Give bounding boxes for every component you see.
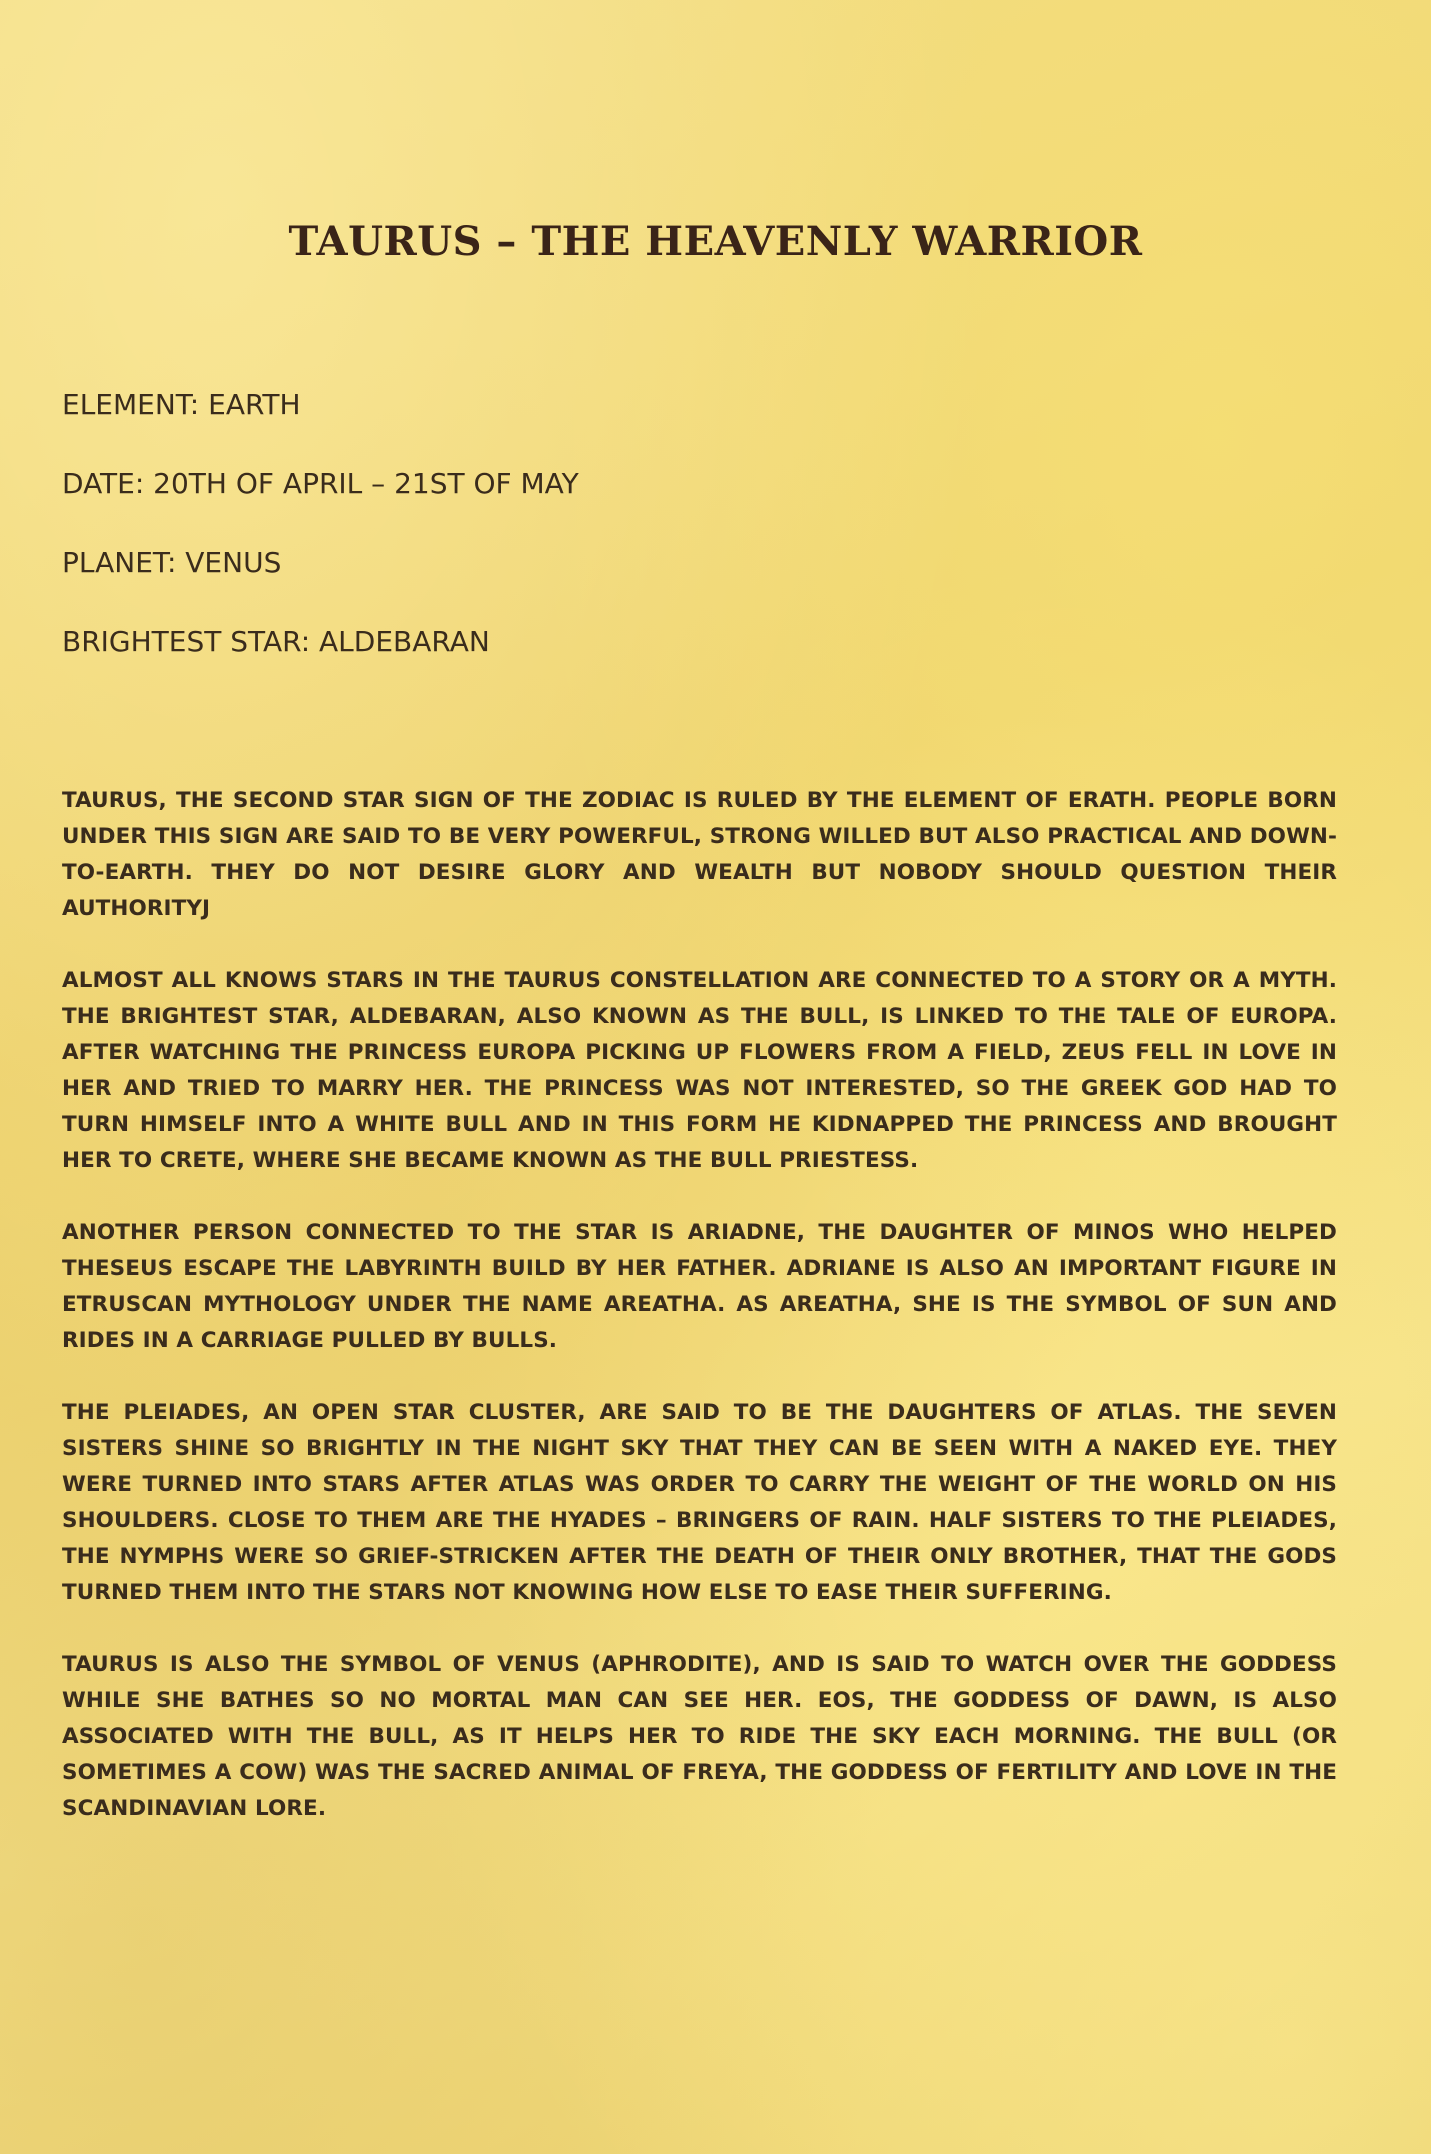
- paragraph-europa: ALMOST ALL KNOWS STARS IN THE TAURUS CONSTELLATION ARE CONNECTED TO A STORY OR A MYTH. THE BRIGHTEST STAR, ALDEBARAN, ALSO KNOWN AS THE BULL, IS LINKED TO THE TALE OF EUROPA. AFTER WATCHING THE PRINCESS EUROPA PICKING UP FLOWERS FROM A FIELD, ZEUS FELL IN LOVE IN HER AND TRIED TO MARRY HER. THE PRINCESS WAS NOT INTERESTED, SO THE GREEK GOD HAD TO TURN HIMSELF INTO A WHITE BULL AND IN THIS FORM HE KIDNAPPED THE PRINCESS AND BROUGHT HER TO CRETE, WHERE SHE BECAME KNOWN AS THE BULL PRIESTESS.: [62, 968, 1337, 1173]
- page-title: TAURUS – THE HEAVENLY WARRIOR: [288, 218, 1143, 265]
- fact-date: DATE: 20TH OF APRIL – 21ST OF MAY: [62, 467, 579, 500]
- paragraph-venus: TAURUS IS ALSO THE SYMBOL OF VENUS (APHRODITE), AND IS SAID TO WATCH OVER THE GODDESS WHILE SHE BATHES SO NO MORTAL MAN CAN SEE HER. EOS, THE GODDESS OF DAWN, IS ALSO ASSOCIATED WITH THE BULL, AS IT HELPS HER TO RIDE THE SKY EACH MORNING. THE BULL (OR SOMETIMES A COW) WAS THE SACRED ANIMAL OF FREYA, THE GODDESS OF FERTILITY AND LOVE IN THE SCANDINAVIAN LORE.: [62, 1652, 1337, 1821]
- fact-brightest-star: BRIGHTEST STAR: ALDEBARAN: [62, 625, 490, 658]
- facts-list: [62, 385, 962, 701]
- paragraph-ariadne: ANOTHER PERSON CONNECTED TO THE STAR IS ARIADNE, THE DAUGHTER OF MINOS WHO HELPED THESEUS ESCAPE THE LABYRINTH BUILD BY HER FATHER. ADRIANE IS ALSO AN IMPORTANT FIGURE IN ETRUSCAN MYTHOLOGY UNDER THE NAME AREATHA. AS AREATHA, SHE IS THE SYMBOL OF SUN AND RIDES IN A CARRIAGE PULLED BY BULLS.: [62, 1220, 1337, 1353]
- body-text: [62, 783, 1337, 1863]
- fact-element: ELEMENT: EARTH: [62, 388, 301, 421]
- paragraph-intro: TAURUS, THE SECOND STAR SIGN OF THE ZODIAC IS RULED BY THE ELEMENT OF ERATH. PEOPLE BORN UNDER THIS SIGN ARE SAID TO BE VERY POWERFUL, STRONG WILLED BUT ALSO PRACTICAL AND DOWN-TO-EARTH. THEY DO NOT DESIRE GLORY AND WEALTH BUT NOBODY SHOULD QUESTION THEIR AUTHORITYJ: [62, 788, 1337, 921]
- paragraph-pleiades: THE PLEIADES, AN OPEN STAR CLUSTER, ARE SAID TO BE THE DAUGHTERS OF ATLAS. THE SEVEN SISTERS SHINE SO BRIGHTLY IN THE NIGHT SKY THAT THEY CAN BE SEEN WITH A NAKED EYE. THEY WERE TURNED INTO STARS AFTER ATLAS WAS ORDER TO CARRY THE WEIGHT OF THE WORLD ON HIS SHOULDERS. CLOSE TO THEM ARE THE HYADES – BRINGERS OF RAIN. HALF SISTERS TO THE PLEIADES, THE NYMPHS WERE SO GRIEF-STRICKEN AFTER THE DEATH OF THEIR ONLY BROTHER, THAT THE GODS TURNED THEM INTO THE STARS NOT KNOWING HOW ELSE TO EASE THEIR SUFFERING.: [62, 1400, 1337, 1605]
- fact-planet: PLANET: VENUS: [62, 546, 282, 579]
